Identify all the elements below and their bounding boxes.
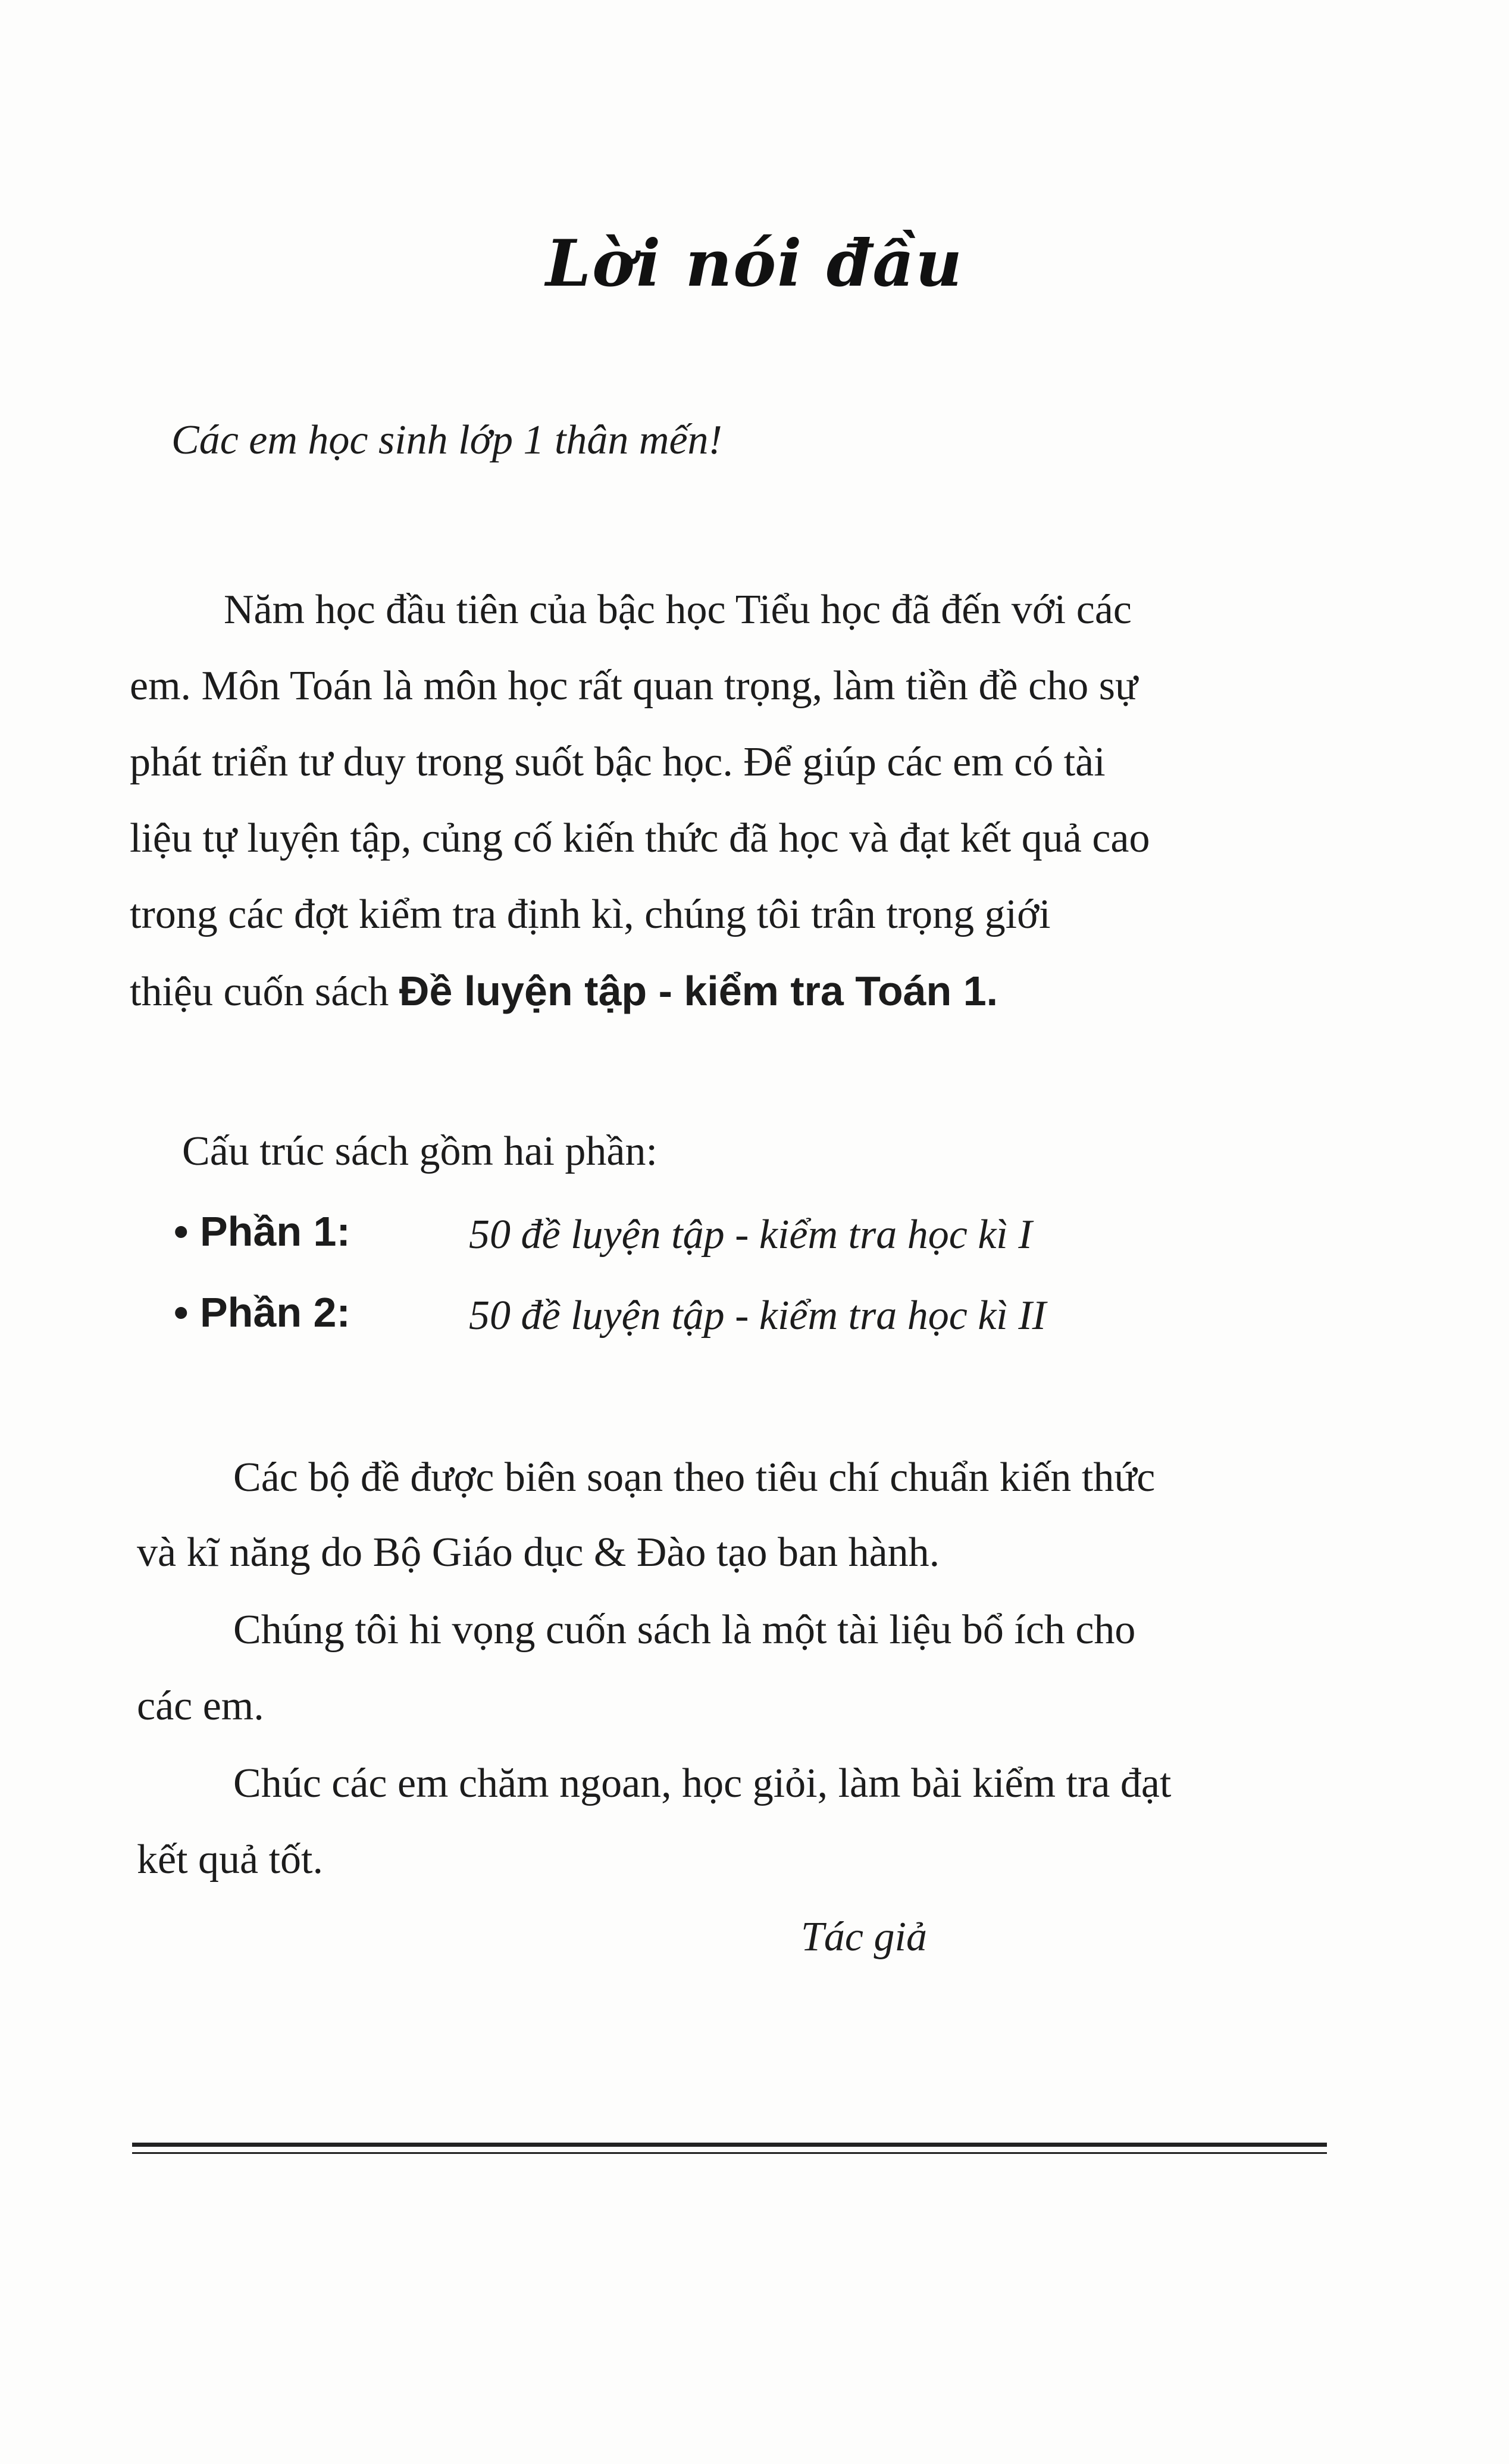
intro-line-4: liệu tự luyện tập, củng cố kiến thức đã học và đạt kết quả cao bbox=[130, 815, 1150, 861]
book-title: Đề luyện tập - kiểm tra Toán 1. bbox=[399, 968, 998, 1014]
intro-line-5: trong các đợt kiểm tra định kì, chúng tôi trân trọng giới bbox=[130, 892, 1051, 937]
signature: Tác giả bbox=[801, 1914, 927, 1960]
part-2-label: • Phần 2: bbox=[174, 1289, 350, 1336]
structure-heading: Cấu trúc sách gồm hai phần: bbox=[182, 1128, 658, 1174]
closing-line-6: kết quả tốt. bbox=[137, 1837, 323, 1883]
intro-line-3: phát triển tư duy trong suốt bậc học. Để giúp các em có tài bbox=[130, 739, 1106, 785]
page-title: Lời nói đầu bbox=[546, 226, 963, 301]
closing-line-4: các em. bbox=[137, 1683, 264, 1729]
closing-line-2: và kĩ năng do Bộ Giáo dục & Đào tạo ban hành. bbox=[137, 1530, 940, 1575]
intro-line-2: em. Môn Toán là môn học rất quan trọng, làm tiền đề cho sự bbox=[130, 663, 1138, 709]
closing-line-3: Chúng tôi hi vọng cuốn sách là một tài liệu bổ ích cho bbox=[233, 1607, 1136, 1653]
intro-line-6-prefix: thiệu cuốn sách bbox=[130, 969, 399, 1015]
bottom-rule-thin bbox=[132, 2152, 1327, 2154]
part-1-label: • Phần 1: bbox=[174, 1208, 350, 1255]
part-2-text: 50 đề luyện tập - kiểm tra học kì II bbox=[469, 1293, 1046, 1339]
greeting: Các em học sinh lớp 1 thân mến! bbox=[171, 417, 722, 463]
intro-line-6 bbox=[130, 970, 998, 1013]
bottom-rule-thick bbox=[132, 2143, 1327, 2147]
intro-line-1: Năm học đầu tiên của bậc học Tiểu học đã đến với các bbox=[224, 587, 1132, 633]
closing-line-5: Chúc các em chăm ngoan, học giỏi, làm bài kiểm tra đạt bbox=[233, 1761, 1172, 1806]
closing-line-1: Các bộ đề được biên soạn theo tiêu chí chuẩn kiến thức bbox=[233, 1455, 1156, 1500]
part-1-text: 50 đề luyện tập - kiểm tra học kì I bbox=[469, 1212, 1032, 1258]
